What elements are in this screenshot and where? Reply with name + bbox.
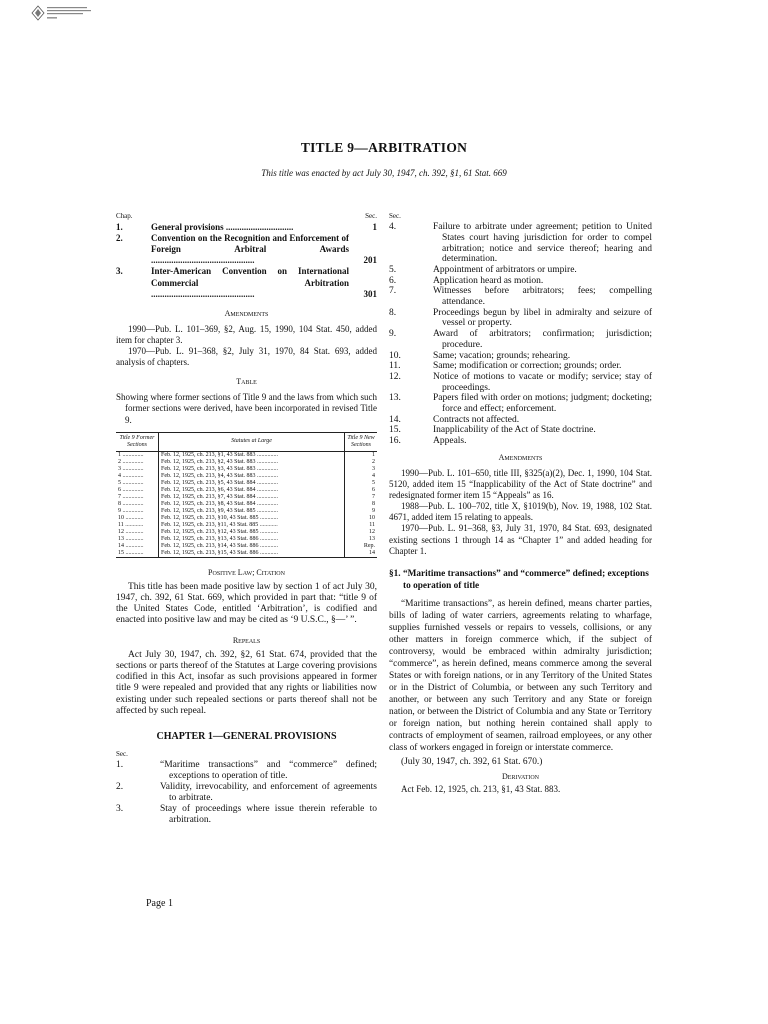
section-number: 2. xyxy=(116,781,124,792)
amendment-note: 1988—Pub. L. 100–702, title X, §1019(b), Nov. 19, 1988, 102 Stat. 4671, added item 15 relating to appeals. xyxy=(389,501,652,523)
table-cell: 11 xyxy=(345,522,378,529)
amendment-note: 1990—Pub. L. 101–650, title III, §325(a)(2), Dec. 1, 1990, 104 Stat. 5120, added item 15 “Inapplicability of the Act of State doctrine” and redesignated former item 15 “Appeals” as 16. xyxy=(389,467,652,501)
section-number: 1. xyxy=(116,759,124,770)
section-item xyxy=(389,276,652,287)
chapter-1-section-list xyxy=(116,760,377,826)
section-item xyxy=(389,425,652,436)
table-cell: Feb. 12, 1925, ch. 213, §7, 43 Stat. 884 .............. xyxy=(161,493,278,500)
table-cell: 1 xyxy=(345,451,378,459)
positive-law-text: This title has been made positive law by section 1 of act July 30, 1947, ch. 392, 61 Stat. 669, which provided in part that: “title 9 of the United States Code, entitled ‘Arbitration’, is codified and enacted into positive law and may be cited as ‘9 U.S.C., §—’ ”. xyxy=(116,581,377,625)
table-cell: Feb. 12, 1925, ch. 213, §6, 43 Stat. 884 .............. xyxy=(161,486,278,493)
table-cell: 14 ............ xyxy=(116,543,159,550)
table-row xyxy=(116,459,377,466)
section-number: 4. xyxy=(389,222,397,233)
gpo-authentication-seal xyxy=(30,3,94,23)
amendments-heading: Amendments xyxy=(224,308,269,318)
left-column xyxy=(116,211,377,826)
derivation-table xyxy=(116,432,377,558)
table-cell: 2 xyxy=(345,459,378,466)
repeals-heading: Repeals xyxy=(232,636,261,646)
table-cell: Feb. 12, 1925, ch. 213, §11, 43 Stat. 885 ............ xyxy=(161,521,278,528)
amendment-note: 1970—Pub. L. 91–368, §3, July 31, 1970, 84 Stat. 693, designated existing sections 1 through 14 as “Chapter 1” and added heading for Chapter 1. xyxy=(389,523,652,556)
section-item xyxy=(389,308,652,329)
section-title: Stay of proceedings where issue therein referable to arbitration. xyxy=(160,803,377,825)
table-cell: 5 .............. xyxy=(116,480,159,487)
chapter-list xyxy=(116,222,377,300)
table-cell: 3 xyxy=(345,466,378,473)
table-row xyxy=(116,529,377,536)
right-column xyxy=(389,211,652,795)
table-cell: 7 xyxy=(345,494,378,501)
table-row xyxy=(116,515,377,522)
table-row xyxy=(116,494,377,501)
amendments-heading: Amendments xyxy=(498,452,543,462)
table-cell: Feb. 12, 1925, ch. 213, §3, 43 Stat. 883 .............. xyxy=(161,465,278,472)
amendment-note: 1970—Pub. L. 91–368, §2, July 31, 1970, 84 Stat. 693, added analysis of chapters. xyxy=(116,346,377,368)
table-cell: 7 .............. xyxy=(116,494,159,501)
section-1-source: (July 30, 1947, ch. 392, 61 Stat. 670.) xyxy=(401,756,543,767)
section-item xyxy=(389,393,652,414)
section-number: 10. xyxy=(389,350,401,361)
title-enactment-note: This title was enacted by act July 30, 1947, ch. 392, §1, 61 Stat. 669 xyxy=(261,168,507,178)
section-1-heading: §1. “Maritime transactions” and “commerce” defined; exceptions to operation of title xyxy=(389,568,649,591)
table-cell: 2 .............. xyxy=(116,459,159,466)
section-title: Failure to arbitrate under agreement; petition to United States court having jurisdiction for order to compel arbitration; notice and service thereof; hearing and determination. xyxy=(433,222,652,265)
table-cell: 9 xyxy=(345,508,378,515)
section-item xyxy=(116,804,377,826)
section-title: Inapplicability of the Act of State doctrine. xyxy=(433,425,596,436)
section-item xyxy=(389,265,652,276)
table-header-former: Title 9 Former Sections xyxy=(116,432,159,451)
section-title: Application heard as motion. xyxy=(433,275,544,286)
table-cell: 14 xyxy=(345,550,378,558)
table-cell: 6 xyxy=(345,487,378,494)
table-row xyxy=(116,522,377,529)
sec-label: Sec. xyxy=(389,212,401,220)
section-number: 16. xyxy=(389,436,401,447)
chapter-item: 2. Convention on the Recognition and Enforcement of Foreign Arbitral Awards .............................................. 201 xyxy=(116,233,377,266)
table-cell: 9 .............. xyxy=(116,508,159,515)
positive-law-heading: Positive Law; Citation xyxy=(208,567,285,577)
table-cell: 4 xyxy=(345,473,378,480)
table-cell: 3 .............. xyxy=(116,466,159,473)
section-item xyxy=(389,329,652,350)
section-title: Witnesses before arbitrators; fees; compelling attendance. xyxy=(433,286,652,308)
derivation-text: Act Feb. 12, 1925, ch. 213, §1, 43 Stat. 883. xyxy=(401,783,561,794)
section-item xyxy=(389,372,652,393)
table-row xyxy=(116,487,377,494)
table-cell: 10 ............ xyxy=(116,515,159,522)
section-item xyxy=(389,415,652,426)
section-number: 5. xyxy=(389,264,397,275)
table-row xyxy=(116,480,377,487)
chap-label: Chap. xyxy=(116,212,133,220)
table-cell: 5 xyxy=(345,480,378,487)
table-cell: 12 ............ xyxy=(116,529,159,536)
table-row xyxy=(116,536,377,543)
table-cell: Feb. 12, 1925, ch. 213, §13, 43 Stat. 886 ............ xyxy=(161,535,278,542)
section-item xyxy=(389,351,652,362)
section-title: Appointment of arbitrators or umpire. xyxy=(433,264,577,275)
table-cell: 13 ............ xyxy=(116,536,159,543)
table-cell: Feb. 12, 1925, ch. 213, §5, 43 Stat. 884 .............. xyxy=(161,479,278,486)
table-cell: Rep. xyxy=(345,543,378,550)
title-heading: TITLE 9—ARBITRATION xyxy=(300,140,468,155)
sec-label: Sec. xyxy=(365,212,377,220)
section-number: 13. xyxy=(389,393,401,404)
section-item xyxy=(389,286,652,307)
section-title: Contracts not affected. xyxy=(433,414,520,425)
section-item xyxy=(389,436,652,447)
section-title: Appeals. xyxy=(433,436,467,447)
section-item xyxy=(389,361,652,372)
section-title: Award of arbitrators; confirmation; jurisdiction; procedure. xyxy=(433,329,652,350)
section-number: 7. xyxy=(389,286,397,297)
table-row xyxy=(116,451,377,459)
table-row xyxy=(116,543,377,550)
section-title: Proceedings begun by libel in admiralty and seizure of vessel or property. xyxy=(433,307,652,329)
table-cell: 8 .............. xyxy=(116,501,159,508)
table-cell: Feb. 12, 1925, ch. 213, §14, 43 Stat. 886 ............ xyxy=(161,542,278,549)
table-row xyxy=(116,473,377,480)
table-cell: Feb. 12, 1925, ch. 213, §2, 43 Stat. 883 .............. xyxy=(161,458,278,465)
section-title: Same; modification or correction; grounds; order. xyxy=(433,361,622,372)
table-row xyxy=(116,466,377,473)
table-row xyxy=(116,508,377,515)
table-cell: 4 .............. xyxy=(116,473,159,480)
chapter-item: 1. General provisions .............................. 1 xyxy=(116,222,377,233)
section-number: 11. xyxy=(389,361,401,372)
table-heading: Table xyxy=(236,377,257,387)
table-intro: Showing where former sections of Title 9 and the laws from which such former sections were derived, have been incorporated in revised Title 9. xyxy=(116,392,377,425)
section-item xyxy=(116,760,377,782)
section-number: 12. xyxy=(389,371,401,382)
sec-label: Sec. xyxy=(116,749,128,758)
table-cell: 1 .............. xyxy=(116,451,159,459)
section-number: 9. xyxy=(389,329,397,340)
derivation-heading: Derivation xyxy=(502,771,539,781)
table-cell: 8 xyxy=(345,501,378,508)
table-cell: Feb. 12, 1925, ch. 213, §1, 43 Stat. 883 .............. xyxy=(161,451,278,458)
chapter-1-section-list-continued xyxy=(389,222,652,447)
section-item xyxy=(116,782,377,804)
section-title: Notice of motions to vacate or modify; service; stay of proceedings. xyxy=(433,371,652,393)
table-cell: 6 .............. xyxy=(116,487,159,494)
table-header-new: Title 9 New Sections xyxy=(345,432,378,451)
table-cell: 13 xyxy=(345,536,378,543)
analysis-header xyxy=(116,211,377,222)
amendment-note: 1990—Pub. L. 101–369, §2, Aug. 15, 1990, 104 Stat. 450, added item for chapter 3. xyxy=(116,323,377,345)
table-cell: 11 ............ xyxy=(116,522,159,529)
section-1-body: “Maritime transactions”, as herein defined, means charter parties, bills of lading of water carriers, agreements relating to wharfage, supplies furnished vessels or repairs to vessels, collisions, or any other matters in foreign commerce which, if the subject of controversy, would be embraced within admiralty jurisdiction; “commerce”, as herein defined, means commerce among the several States or with foreign nations, or in any Territory of the United States or in the District of Columbia, or between any such Territory and another, or between any such Territory and any State or foreign nation, or between the District of Columbia and any State or Territory or foreign nation, but nothing herein contained shall apply to contracts of employment of seamen, railroad employees, or any other class of workers engaged in foreign or interstate commerce. xyxy=(389,598,652,753)
section-number: 8. xyxy=(389,307,397,318)
table-row xyxy=(116,501,377,508)
table-cell: Feb. 12, 1925, ch. 213, §8, 43 Stat. 884 .............. xyxy=(161,500,278,507)
section-number: 6. xyxy=(389,275,397,286)
section-number: 14. xyxy=(389,414,401,425)
section-title: Validity, irrevocability, and enforcement of agreements to arbitrate. xyxy=(160,781,377,803)
table-cell: 12 xyxy=(345,529,378,536)
table-cell: Feb. 12, 1925, ch. 213, §10, 43 Stat. 885 ............ xyxy=(161,514,278,521)
repeals-text: Act July 30, 1947, ch. 392, §2, 61 Stat. 674, provided that the sections or parts thereof of the Statutes at Large covering provisions codified in this Act, insofar as such provisions appeared in former title 9 were repealed and provided that any rights or liabilities now existing under such repealed sections or parts thereof shall not be affected by such repeal. xyxy=(116,650,377,716)
section-title: Same; vacation; grounds; rehearing. xyxy=(433,350,571,361)
section-title: Papers filed with order on motions; judgment; docketing; force and effect; enforcement. xyxy=(433,393,652,415)
section-title: “Maritime transactions” and “commerce” defined; exceptions to operation of title. xyxy=(160,759,377,781)
table-cell: 15 ............ xyxy=(116,550,159,558)
table-cell: Feb. 12, 1925, ch. 213, §9, 43 Stat. 885 .............. xyxy=(161,507,278,514)
section-number: 15. xyxy=(389,425,401,436)
chapter-item: 3. Inter-American Convention on International Commercial Arbitration .............................................. 301 xyxy=(116,266,377,299)
table-cell: Feb. 12, 1925, ch. 213, §4, 43 Stat. 883 .............. xyxy=(161,472,278,479)
section-number: 3. xyxy=(116,803,124,814)
table-cell: Feb. 12, 1925, ch. 213, §12, 43 Stat. 885 ............ xyxy=(161,528,278,535)
table-cell: Feb. 12, 1925, ch. 213, §15, 43 Stat. 886 ............ xyxy=(159,550,345,558)
chapter-1-heading: CHAPTER 1—GENERAL PROVISIONS xyxy=(156,730,337,742)
section-item xyxy=(389,222,652,265)
table-row xyxy=(116,550,377,558)
table-header-statutes: Statutes at Large xyxy=(159,432,345,451)
table-cell: 10 xyxy=(345,515,378,522)
page-number: Page 1 xyxy=(146,898,173,909)
